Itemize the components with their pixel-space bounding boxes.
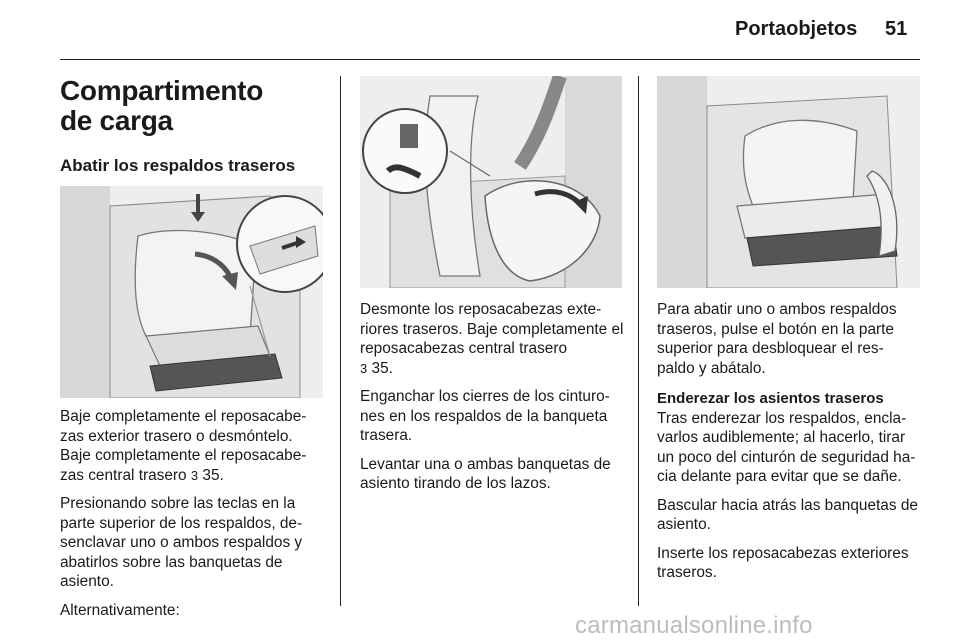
header-rule <box>60 59 920 60</box>
paragraph: Inserte los reposacabezas exteriores traseros. <box>657 544 909 581</box>
column-1-text <box>60 407 325 620</box>
figure-seats-folded <box>657 76 920 288</box>
paragraph: Enganchar los cierres de los cinturo- nes en los respaldos de la banqueta trasera. <box>360 388 610 444</box>
column-2-text <box>360 300 625 494</box>
column-3-text <box>657 300 922 583</box>
paragraph: Levantar una o ambas banquetas de asiento tirando de los lazos. <box>360 455 611 492</box>
figure-headrest-belt <box>360 76 622 288</box>
paragraph <box>360 300 625 378</box>
page-header-title: Portaobjetos <box>735 18 858 40</box>
paragraph: Para abatir uno o ambos respaldos traseros, pulse el botón en la parte superior para desbloquear el res- paldo y abátalo. <box>657 301 897 377</box>
column-divider-1 <box>340 76 341 606</box>
column-divider-2 <box>638 76 639 606</box>
inline-heading: Enderezar los asientos traseros <box>657 390 884 407</box>
paragraph-text: Desmonte los reposacabezas exte- riores traseros. Baje completamente el reposacabezas central trasero <box>360 301 624 357</box>
page-ref-icon: 3 <box>190 467 199 483</box>
page-ref: 35. <box>371 359 393 377</box>
page-ref-icon: 3 <box>360 360 368 376</box>
watermark: carmanualsonline.info <box>575 612 813 639</box>
page-ref: 35. <box>202 466 224 484</box>
paragraph: Alternativamente: <box>60 601 180 619</box>
page-number: 51 <box>885 18 908 40</box>
section-subtitle: Abatir los respaldos traseros <box>60 156 296 175</box>
paragraph: Tras enderezar los respaldos, encla- varlos audiblemente; al hacerlo, tirar un poco del cinturón de seguridad ha- cia delante para evitar que se dañe. <box>657 409 916 485</box>
paragraph: Presionando sobre las teclas en la parte superior de los respaldos, de- senclavar uno o ambos respaldos y abatirlos sobre las banquetas de asiento. <box>60 495 303 590</box>
paragraph-text: Baje completamente el reposacabe- zas exterior trasero o desmóntelo. Baje completamente el reposacabe- zas central trasero <box>60 408 307 484</box>
paragraph <box>60 407 325 485</box>
column-1 <box>60 76 325 176</box>
figure-fold-seatback <box>60 186 323 398</box>
paragraph: Bascular hacia atrás las banquetas de asiento. <box>657 496 918 533</box>
section-title: Compartimento de carga <box>60 75 263 136</box>
